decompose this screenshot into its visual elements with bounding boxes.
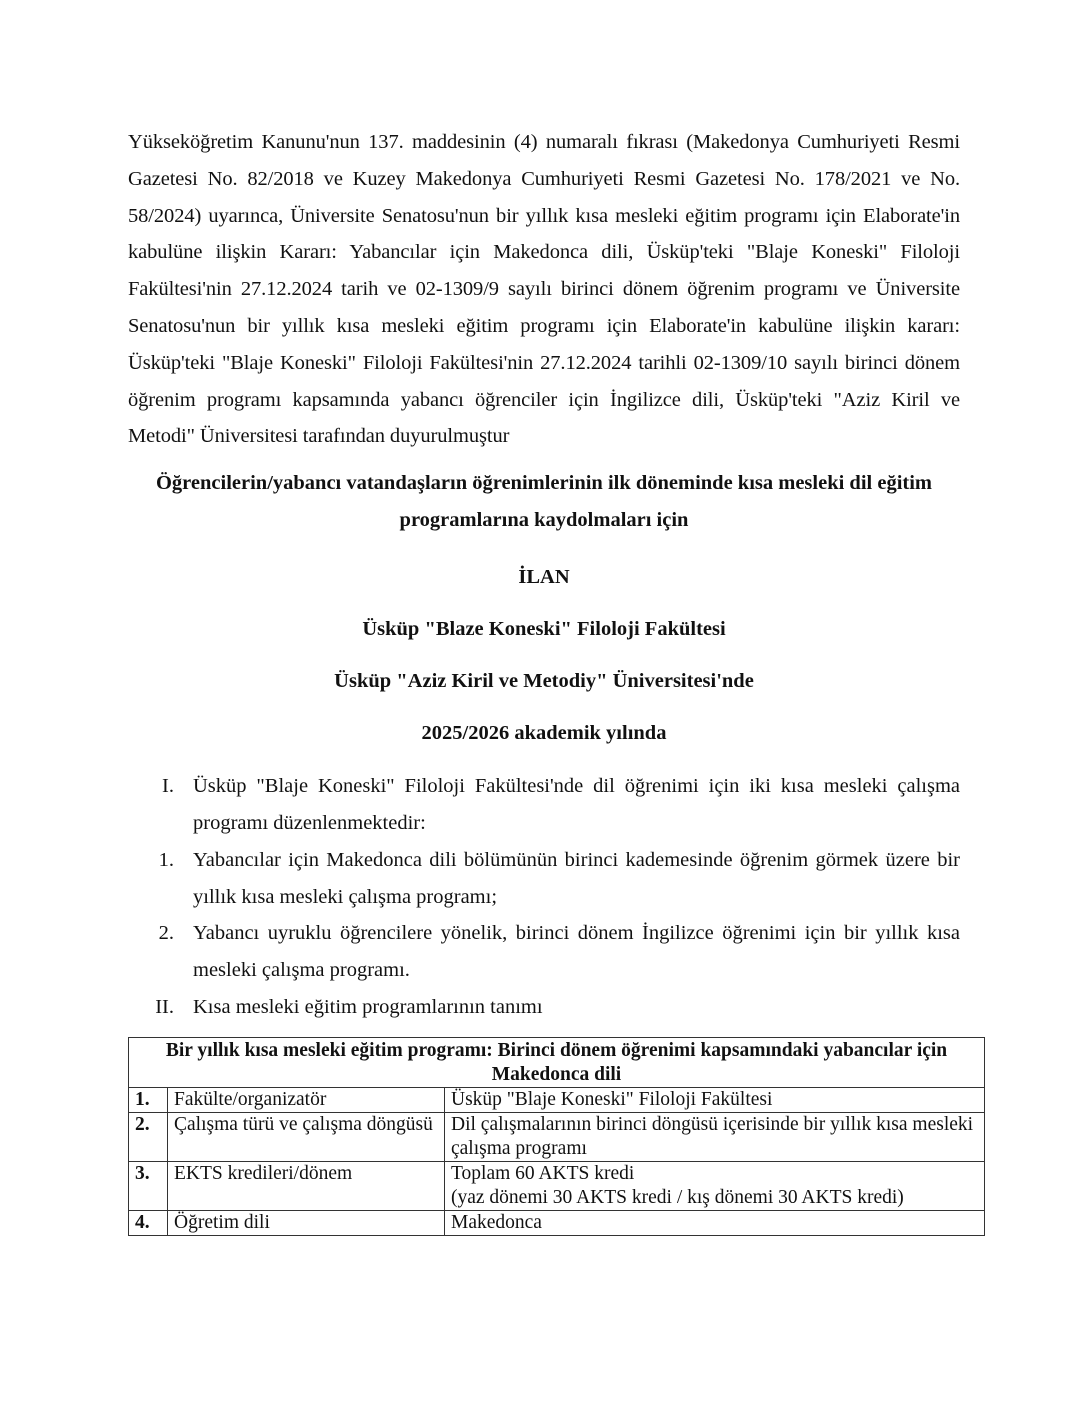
list-item	[128, 989, 960, 1026]
list-marker: 2.	[158, 922, 174, 945]
row-number: 2.	[129, 1113, 168, 1162]
list-item-text: Üsküp "Blaje Koneski" Filoloji Fakültesi'nde dil öğrenimi için iki kısa mesleki çalışma programı düzenlenmektedir:	[193, 775, 960, 834]
program-list	[128, 768, 960, 1026]
row-label: Fakülte/organizatör	[168, 1088, 445, 1113]
faculty-heading: Üsküp "Blaze Koneski" Filoloji Fakültesi	[362, 618, 726, 641]
academic-year-heading: 2025/2026 akademik yılında	[421, 722, 667, 745]
list-item-text: Yabancı uyruklu öğrencilere yönelik, birinci dönem İngilizce öğrenimi için bir yıllık kısa mesleki çalışma programı.	[193, 922, 960, 982]
list-marker: 1.	[158, 848, 174, 871]
row-value-detail: (yaz dönemi 30 AKTS kredi / kış dönemi 30 AKTS kredi)	[451, 1187, 904, 1208]
list-item	[128, 915, 960, 989]
program-table	[128, 1037, 985, 1236]
list-marker: II.	[155, 995, 174, 1018]
table-header-row	[129, 1038, 985, 1088]
row-label: Öğretim dili	[168, 1211, 445, 1236]
row-number: 3.	[129, 1162, 168, 1211]
intro-paragraph: Yükseköğretim Kanunu'nun 137. maddesinin (4) numaralı fıkrası (Makedonya Cumhuriyeti Resmi Gazetesi No. 82/2018 ve Kuzey Makedonya Cumhuriyeti Resmi Gazetesi No. 178/2021 ve No. 58/2024) uyarınca, Üniversite Senatosu'nun bir yıllık kısa mesleki eğitim programı için Elaborate'in kabulüne ilişkin Kararı: Yabancılar için Makedonca dili, Üsküp'teki "Blaje Koneski" Filoloji Fakültesi'nin 27.12.2024 tarih ve 02-1309/9 sayılı birinci dönem öğrenim programı ve Üniversite Senatosu'nun bir yıllık kısa mesleki eğitim programı için Elaborate'in kabulüne ilişkin kararı: Üsküp'teki "Blaje Koneski" Filoloji Fakültesi'nin 27.12.2024 tarihli 02-1309/10 sayılı birinci dönem öğrenim programı kapsamında yabancı öğrenciler için İngilizce dili, Üsküp'teki "Aziz Kiril ve Metodi" Üniversitesi tarafından duyurulmuştur	[128, 131, 960, 448]
row-value	[445, 1113, 985, 1162]
table-title: Bir yıllık kısa mesleki eğitim programı: Birinci dönem öğrenimi kapsamındaki yabancılar için Makedonca dili	[129, 1038, 985, 1088]
row-value-text: Toplam 60 AKTS kredi	[451, 1163, 635, 1184]
table-row	[129, 1162, 985, 1211]
row-value	[445, 1088, 985, 1113]
row-value-text: Dil çalışmalarının birinci döngüsü içerisinde bir yıllık kısa mesleki çalışma programı	[451, 1114, 974, 1159]
list-item	[128, 768, 960, 842]
list-marker: I.	[162, 775, 174, 798]
row-number: 1.	[129, 1088, 168, 1113]
row-value-text: Üsküp "Blaje Koneski" Filoloji Fakültesi	[451, 1089, 773, 1110]
table-row	[129, 1088, 985, 1113]
row-number: 4.	[129, 1211, 168, 1236]
row-value	[445, 1211, 985, 1236]
row-label: EKTS kredileri/dönem	[168, 1162, 445, 1211]
university-heading: Üsküp "Aziz Kiril ve Metodiy" Üniversitesi'nde	[334, 670, 754, 693]
table-row	[129, 1113, 985, 1162]
row-value	[445, 1162, 985, 1211]
document-page	[128, 124, 960, 1026]
announcement-title: İLAN	[518, 566, 570, 589]
table-row	[129, 1211, 985, 1236]
list-item	[128, 842, 960, 916]
list-item-text: Yabancılar için Makedonca dili bölümünün birinci kademesinde öğrenim görmek üzere bir yıllık kısa mesleki çalışma programı;	[193, 848, 960, 908]
row-label: Çalışma türü ve çalışma döngüsü	[168, 1113, 445, 1162]
row-value-text: Makedonca	[451, 1212, 542, 1233]
list-item-text: Kısa mesleki eğitim programlarının tanımı	[193, 995, 543, 1018]
announcement-main-heading: Öğrencilerin/yabancı vatandaşların öğrenimlerinin ilk döneminde kısa mesleki dil eğitim programlarına kaydolmaları için	[155, 472, 932, 531]
